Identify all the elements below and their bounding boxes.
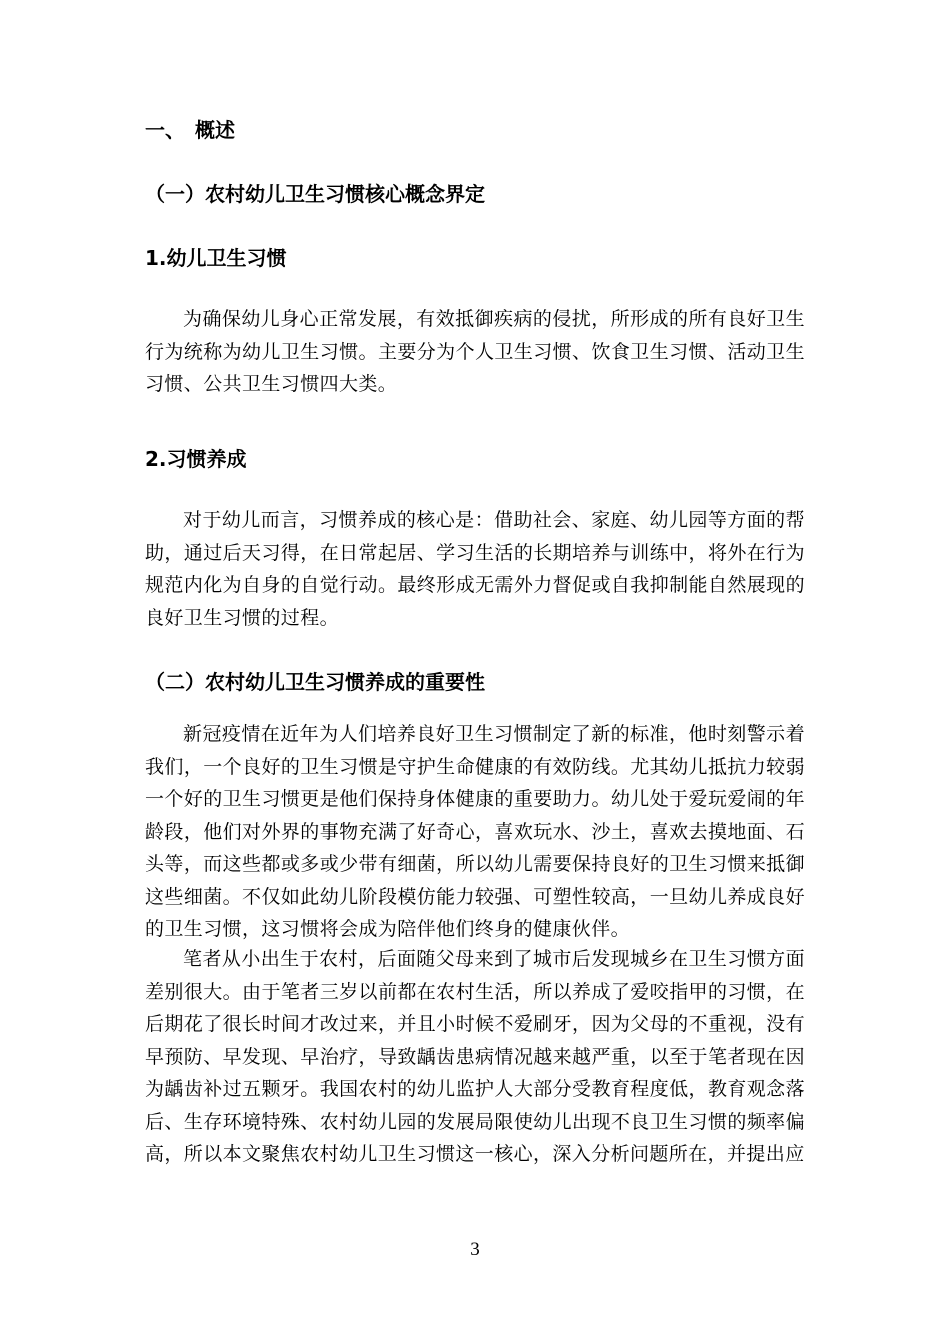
page-number: 3 (470, 1239, 480, 1260)
paragraph-importance-2: 笔者从小出生于农村，后面随父母来到了城市后发现城乡在卫生习惯方面差别很大。由于笔者三岁以前都在农村生活，所以养成了爱咬指甲的习惯，在后期花了很长时间才改过来，并且小时候不爱刷牙，因为父母的不重视，没有早预防、早发现、早治疗，导致龋齿患病情况越来越严重，以至于笔者现在因为龋齿补过五颗牙。我国农村的幼儿监护人大部分受教育程度低，教育观念落后、生存环境特殊、农村幼儿园的发展局限使幼儿出现不良卫生习惯的频率偏高，所以本文聚焦农村幼儿卫生习惯这一核心，深入分析问题所在，并提出应 (145, 948, 805, 1165)
subsection-heading-1: （一）农村幼儿卫生习惯核心概念界定 (145, 182, 485, 206)
item-heading-2: 2.习惯养成 (145, 447, 247, 471)
paragraph-importance-1: 新冠疫情在近年为人们培养良好卫生习惯制定了新的标准，他时刻警示着我们，一个良好的卫生习惯是守护生命健康的有效防线。尤其幼儿抵抗力较弱一个好的卫生习惯更是他们保持身体健康的重要助力。幼儿处于爱玩爱闹的年龄段，他们对外界的事物充满了好奇心，喜欢玩水、沙土，喜欢去摸地面、石头等，而这些都或多或少带有细菌，所以幼儿需要保持良好的卫生习惯来抵御这些细菌。不仅如此幼儿阶段模仿能力较强、可塑性较高，一旦幼儿养成良好的卫生习惯，这习惯将会成为陪伴他们终身的健康伙伴。 (145, 723, 805, 940)
item-heading-1: 1.幼儿卫生习惯 (145, 246, 287, 270)
paragraph-definition-habit-formation: 对于幼儿而言，习惯养成的核心是：借助社会、家庭、幼儿园等方面的帮助，通过后天习得，在日常起居、学习生活的长期培养与训练中，将外在行为规范内化为自身的自觉行动。最终形成无需外力督促或自我抑制能自然展现的良好卫生习惯的过程。 (145, 509, 805, 629)
section-heading: 一、 概述 (145, 118, 235, 142)
subsection-heading-2: （二）农村幼儿卫生习惯养成的重要性 (145, 670, 485, 694)
paragraph-definition-hygiene-habits: 为确保幼儿身心正常发展，有效抵御疾病的侵扰，所形成的所有良好卫生行为统称为幼儿卫生习惯。主要分为个人卫生习惯、饮食卫生习惯、活动卫生习惯、公共卫生习惯四大类。 (145, 308, 805, 395)
